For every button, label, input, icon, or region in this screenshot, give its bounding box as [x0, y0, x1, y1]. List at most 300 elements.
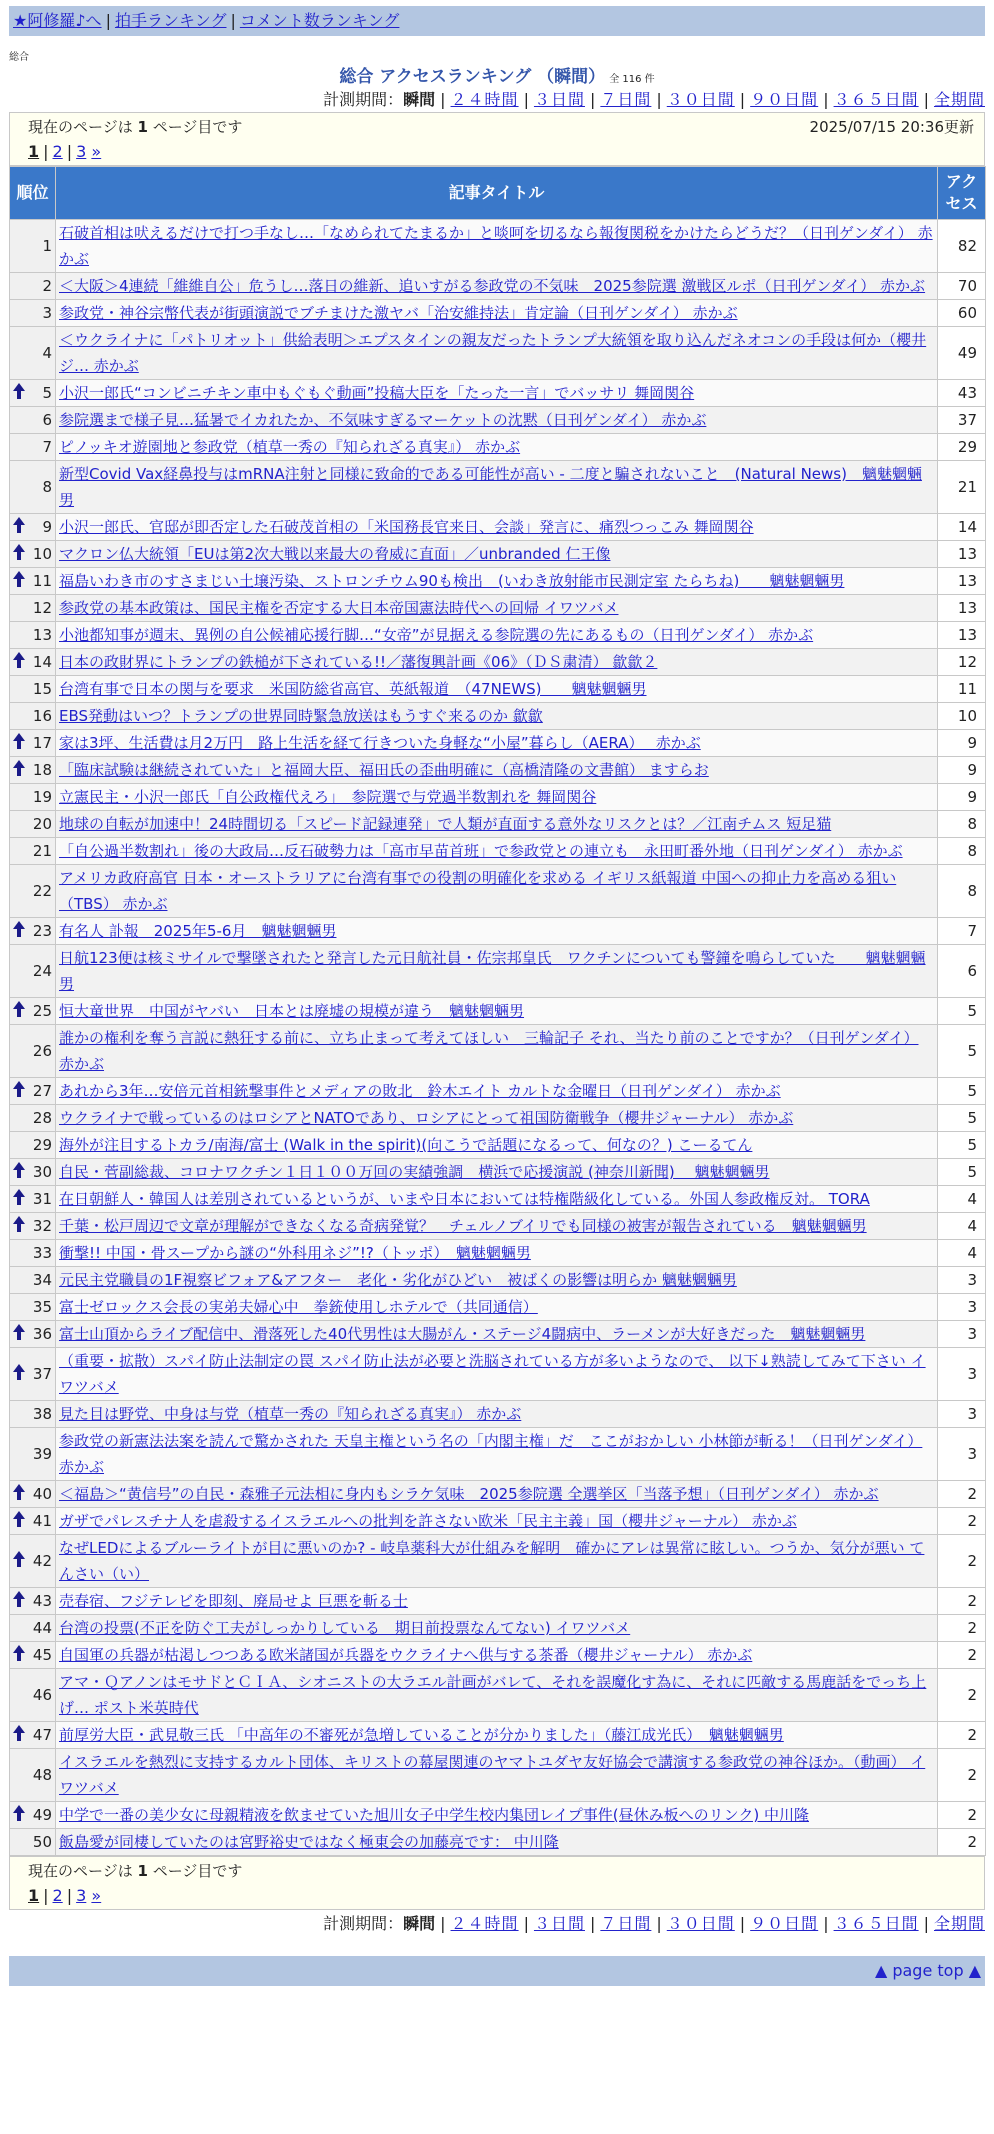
access-count: 2 [938, 1615, 986, 1642]
period-label: 計測期間： [323, 1914, 404, 1933]
rank-cell [10, 1132, 56, 1159]
rank-cell [10, 1401, 56, 1428]
article-link[interactable]: 地球の自転が加速中！24時間切る「スピード記録連発」で人類が直面する意外なリスクとは？／江南チムス 短足猫 [59, 815, 832, 833]
table-row [10, 1105, 986, 1132]
access-count: 8 [938, 811, 986, 838]
next-page-link[interactable]: » [91, 142, 102, 161]
rank-number: 11 [32, 572, 52, 590]
rank-number: 32 [32, 1217, 52, 1235]
period-link[interactable]: ２４時間 [450, 1914, 519, 1933]
table-row [10, 327, 986, 380]
rank-up-arrow-icon [13, 1081, 25, 1102]
rank-number: 45 [32, 1646, 52, 1664]
article-link[interactable]: 家は3坪、生活費は月2万円 路上生活を経て行きついた身軽な“小屋”暮らし（AERA） 赤かぶ [59, 734, 701, 752]
table-row [10, 918, 986, 945]
rank-cell [10, 1481, 56, 1508]
article-link[interactable]: 有名人 訃報 2025年5-6月 魑魅魍魎男 [59, 922, 337, 940]
rank-cell [10, 1588, 56, 1615]
rank-up-arrow-icon [13, 383, 25, 404]
article-link[interactable]: アマ・ＱアノンはモサドとＣＩＡ、シオニストの大ラエル計画がバレて、それを誤魔化す為に、それに匹敵する馬鹿話をでっち上げ… ポスト米英時代 [59, 1673, 927, 1717]
article-link[interactable]: 小沢一郎氏、官邸が即否定した石破茂首相の「米国務長官来日、会談」発言に、痛烈つっこみ 舞岡関谷 [59, 518, 754, 536]
table-row [10, 1132, 986, 1159]
table-row [10, 1508, 986, 1535]
article-link[interactable]: 参政党の新憲法法案を読んで驚かされた 天皇主権という名の「内閣主権」だ ここがおかしい 小林節が斬る！（日刊ゲンダイ） 赤かぶ [59, 1432, 923, 1476]
rank-up-arrow-icon [13, 1189, 25, 1210]
title-cell [56, 1321, 938, 1348]
article-link[interactable]: 富士ゼロックス会長の実弟夫婦心中 拳銃使用しホテルで（共同通信） [59, 1298, 538, 1316]
access-count: 12 [938, 649, 986, 676]
rank-up-arrow-icon [13, 1725, 25, 1746]
article-link[interactable]: 参政党の基本政策は、国民主権を否定する大日本帝国憲法時代への回帰 イワツバメ [59, 599, 619, 617]
title-cell [56, 1428, 938, 1481]
rank-number: 42 [32, 1552, 52, 1570]
article-link[interactable]: 参院選まで様子見…猛暑でイカれたか、不気味すぎるマーケットの沈黙（日刊ゲンダイ） 赤かぶ [59, 411, 707, 429]
rank-up-arrow-icon [13, 1511, 25, 1532]
article-link[interactable]: EBS発動はいつ？トランプの世界同時緊急放送はもうすぐ来るのか 歙歙 [59, 707, 543, 725]
rank-up-arrow-icon [13, 921, 25, 942]
page-separator: | [66, 1886, 73, 1905]
period-link[interactable]: ９０日間 [750, 1914, 819, 1933]
title-cell [56, 407, 938, 434]
rank-cell [10, 1240, 56, 1267]
article-link[interactable]: 見た目は野党、中身は与党（植草一秀の『知られざる真実』） 赤かぶ [59, 1405, 522, 1423]
access-count: 60 [938, 300, 986, 327]
access-count: 7 [938, 918, 986, 945]
title-cell [56, 622, 938, 649]
page-top-link[interactable]: ▲ page top ▲ [874, 1961, 981, 1980]
title-cell [56, 1348, 938, 1401]
table-row [10, 407, 986, 434]
table-row [10, 1829, 986, 1856]
table-row [10, 273, 986, 300]
current-page-text [28, 1859, 242, 1883]
article-link[interactable]: 衝撃!! 中国・骨スープから謎の“外科用ネジ”!?（トッポ） 魑魅魍魎男 [59, 1244, 531, 1262]
title-cell [56, 1267, 938, 1294]
access-count: 2 [938, 1749, 986, 1802]
nav-separator: | [105, 11, 111, 30]
rank-cell [10, 1267, 56, 1294]
access-count: 9 [938, 730, 986, 757]
article-link[interactable]: 日本の政財界にトランプの鉄槌が下されている!!／藩復興計画《06》（ＤＳ粛清） 歙歙２ [59, 653, 658, 671]
rank-number: 39 [32, 1445, 52, 1463]
article-link[interactable]: なぜLEDによるブルーライトが目に悪いのか? - 岐阜薬科大が仕組みを解明 確かにアレは異常に眩しい。つうか、気分が悪い てんさい（い） [59, 1539, 925, 1583]
title-cell [56, 273, 938, 300]
title-cell [56, 1615, 938, 1642]
period-separator: | [523, 90, 529, 109]
title-cell [56, 434, 938, 461]
title-cell [56, 676, 938, 703]
period-separator: | [440, 1914, 446, 1933]
pager-status-line [28, 1859, 974, 1883]
page-separator: | [66, 142, 73, 161]
current-page-text [28, 115, 242, 139]
section-label: 総合 [9, 52, 29, 63]
rank-cell [10, 1669, 56, 1722]
access-count: 9 [938, 784, 986, 811]
period-link[interactable]: ３日間 [533, 1914, 585, 1933]
current-page-prefix: 現在のページは [28, 1862, 138, 1880]
article-link[interactable]: 千葉・松戸周辺で文章が理解ができなくなる奇病発覚？ チェルノブイリでも同様の被害が報告されている 魑魅魍魎男 [59, 1217, 867, 1235]
period-separator: | [823, 90, 829, 109]
ranking-table [9, 166, 986, 1856]
rank-cell [10, 1159, 56, 1186]
rank-cell [10, 1829, 56, 1856]
period-link[interactable]: ３６５日間 [833, 1914, 919, 1933]
pager-top [9, 112, 985, 166]
access-count: 3 [938, 1294, 986, 1321]
table-row [10, 1186, 986, 1213]
table-row [10, 1642, 986, 1669]
title-cell [56, 1669, 938, 1722]
rank-cell [10, 918, 56, 945]
rank-cell [10, 1025, 56, 1078]
period-link[interactable]: ３６５日間 [833, 90, 919, 109]
title-cell [56, 918, 938, 945]
page-separator: | [43, 1886, 49, 1905]
rank-number: 37 [32, 1365, 52, 1383]
access-count: 4 [938, 1240, 986, 1267]
rank-cell [10, 1722, 56, 1749]
period-label: 計測期間： [323, 90, 404, 109]
article-link[interactable]: アメリカ政府高官 日本・オーストラリアに台湾有事での役割の明確化を求める イギリス紙報道 中国への抑止力を高める狙い（TBS） 赤かぶ [59, 869, 897, 913]
page-links [28, 139, 974, 165]
access-count: 11 [938, 676, 986, 703]
nav-separator: | [230, 11, 236, 30]
rank-number: 18 [32, 761, 52, 779]
page-link[interactable]: 2 [52, 142, 63, 161]
title-cell [56, 595, 938, 622]
rank-number: 23 [32, 922, 52, 940]
rank-number: 9 [42, 518, 52, 536]
rank-number: 15 [32, 680, 52, 698]
title-cell [56, 784, 938, 811]
title-cell [56, 1105, 938, 1132]
rank-cell [10, 622, 56, 649]
title-cell [56, 1186, 938, 1213]
access-count: 14 [938, 514, 986, 541]
period-link[interactable]: ９０日間 [750, 90, 819, 109]
access-count: 13 [938, 541, 986, 568]
title-cell [56, 300, 938, 327]
rank-cell [10, 434, 56, 461]
access-count: 2 [938, 1829, 986, 1856]
access-count: 8 [938, 838, 986, 865]
rank-number: 7 [42, 438, 52, 456]
page-link[interactable]: 3 [76, 1886, 87, 1905]
page-separator: | [43, 142, 49, 161]
table-row [10, 838, 986, 865]
article-link[interactable]: ウクライナで戦っているのはロシアとNATOであり、ロシアにとって祖国防衛戦争（櫻井ジャーナル） 赤かぶ [59, 1109, 794, 1127]
rank-number: 2 [42, 277, 52, 295]
rank-number: 29 [32, 1136, 52, 1154]
period-link[interactable]: 全期間 [933, 90, 985, 109]
access-count: 70 [938, 273, 986, 300]
rank-up-arrow-icon [13, 571, 25, 592]
access-count: 3 [938, 1267, 986, 1294]
rank-number: 13 [32, 626, 52, 644]
access-count: 4 [938, 1213, 986, 1240]
table-row [10, 1348, 986, 1401]
period-separator: | [923, 90, 929, 109]
access-count: 2 [938, 1588, 986, 1615]
title-cell [56, 998, 938, 1025]
article-link[interactable]: 台湾の投票(不正を防ぐ工夫がしっかりしている 期日前投票なんてない) イワツバメ [59, 1619, 631, 1637]
rank-cell [10, 757, 56, 784]
page-links [28, 1883, 974, 1909]
article-link[interactable]: 自国軍の兵器が枯渇しつつある欧米諸国が兵器をウクライナへ供与する茶番（櫻井ジャーナル） 赤かぶ [59, 1646, 753, 1664]
access-count: 43 [938, 380, 986, 407]
rank-number: 30 [32, 1163, 52, 1181]
rank-up-arrow-icon [13, 1591, 25, 1612]
table-row [10, 622, 986, 649]
title-cell [56, 380, 938, 407]
rank-cell [10, 1294, 56, 1321]
access-count: 5 [938, 1078, 986, 1105]
article-link[interactable]: イスラエルを熱烈に支持するカルト団体、キリストの幕屋関連のヤマトユダヤ友好協会で講演する参政党の神谷ほか。（動画） イワツバメ [59, 1753, 926, 1797]
period-separator: | [656, 90, 662, 109]
rank-header: 順位 [10, 167, 56, 220]
article-link[interactable]: ＜大阪＞4連続「維維自公」危うし…落日の維新、追いすがる参政党の不気味 2025参院選 激戦区ルポ（日刊ゲンダイ） 赤かぶ [59, 277, 926, 295]
title-cell [56, 1749, 938, 1802]
article-link[interactable]: あれから3年…安倍元首相銃撃事件とメディアの敗北 鈴木エイト カルトな金曜日（日刊ゲンダイ） 赤かぶ [59, 1082, 781, 1100]
article-link[interactable]: 元民主党職員の1F視察ビフォア&アフター 老化・劣化がひどい 被ばくの影響は明らか 魑魅魍魎男 [59, 1271, 737, 1289]
table-row [10, 380, 986, 407]
rank-number: 16 [32, 707, 52, 725]
title-cell [56, 1802, 938, 1829]
table-row [10, 1213, 986, 1240]
article-link[interactable]: 売春宿、フジテレビを即刻、廃局せよ 巨悪を斬る士 [59, 1592, 408, 1610]
table-row [10, 1267, 986, 1294]
period-current: 瞬間 [403, 90, 436, 109]
article-link[interactable]: ピノッキオ遊園地と参政党（植草一秀の『知られざる真実』） 赤かぶ [59, 438, 521, 456]
rank-number: 48 [32, 1766, 52, 1784]
table-row [10, 998, 986, 1025]
table-row [10, 1749, 986, 1802]
rank-number: 40 [32, 1485, 52, 1503]
article-link[interactable]: 日航123便は核ミサイルで撃墜されたと発言した元日航社員・佐宗邦皇氏 ワクチンについても警鐘を鳴らしていた 魑魅魍魎男 [59, 949, 926, 993]
table-row [10, 1802, 986, 1829]
table-row [10, 945, 986, 998]
rank-up-arrow-icon [13, 1162, 25, 1183]
rank-number: 20 [32, 815, 52, 833]
article-link[interactable]: 富士山頂からライブ配信中、滑落死した40代男性は大腸がん・ステージ4闘病中、ラーメンが大好きだった 魑魅魍魎男 [59, 1325, 866, 1343]
access-count: 13 [938, 595, 986, 622]
rank-cell [10, 730, 56, 757]
access-count: 2 [938, 1669, 986, 1722]
comment-ranking-link[interactable]: コメント数ランキング [239, 11, 400, 30]
table-row [10, 1078, 986, 1105]
access-count: 2 [938, 1642, 986, 1669]
title-cell [56, 945, 938, 998]
rank-up-arrow-icon [13, 760, 25, 781]
table-row [10, 1669, 986, 1722]
period-separator: | [440, 90, 446, 109]
rank-cell [10, 407, 56, 434]
article-link[interactable]: 「臨床試験は継続されていた」と福岡大臣、福田氏の歪曲明確に（高橋清隆の文書館） ますらお [59, 761, 709, 779]
access-count: 10 [938, 703, 986, 730]
asyura-home-link[interactable]: ★阿修羅♪へ [13, 11, 102, 30]
table-row [10, 220, 986, 273]
table-row [10, 568, 986, 595]
article-link[interactable]: マクロン仏大統領「EUは第2次大戦以来最大の脅威に直面」／unbranded 仁王像 [59, 545, 611, 563]
table-row [10, 865, 986, 918]
article-link[interactable]: 「自公過半数割れ」後の大政局…反石破勢力は「高市早苗首班」で参政党との連立も 永田町番外地（日刊ゲンダイ） 赤かぶ [59, 842, 903, 860]
table-row [10, 1240, 986, 1267]
rank-number: 4 [42, 344, 52, 362]
rank-cell [10, 676, 56, 703]
title-cell [56, 730, 938, 757]
rank-number: 22 [32, 882, 52, 900]
current-page-suffix: ページ目です [147, 118, 243, 136]
title-cell [56, 1722, 938, 1749]
access-count: 2 [938, 1535, 986, 1588]
access-count: 8 [938, 865, 986, 918]
page-title-row [0, 66, 994, 88]
table-row [10, 1294, 986, 1321]
article-link[interactable]: 台湾有事で日本の関与を要求 米国防総省高官、英紙報道 （47NEWS) 魑魅魍魎男 [59, 680, 647, 698]
rank-number: 43 [32, 1592, 52, 1610]
access-count: 2 [938, 1722, 986, 1749]
rank-cell [10, 1078, 56, 1105]
rank-cell [10, 784, 56, 811]
title-cell [56, 541, 938, 568]
rank-cell [10, 1535, 56, 1588]
page-link[interactable]: 3 [76, 142, 87, 161]
rank-number: 35 [32, 1298, 52, 1316]
period-link[interactable]: ７日間 [600, 1914, 652, 1933]
article-link[interactable]: 立憲民主・小沢一郎氏「自公政権代えろ」 参院選で与党過半数割れを 舞岡関谷 [59, 788, 597, 806]
period-selector-top [9, 88, 985, 112]
rank-cell [10, 1428, 56, 1481]
top-nav [9, 6, 985, 36]
rank-cell [10, 1186, 56, 1213]
access-count: 2 [938, 1508, 986, 1535]
article-link[interactable]: 自民・菅副総裁、コロナワクチン１日１００万回の実績強調 横浜で応援演説 (神奈川新聞) 魑魅魍魎男 [59, 1163, 770, 1181]
table-row [10, 1535, 986, 1588]
table-row [10, 541, 986, 568]
article-link[interactable]: 恒大童世界 中国がヤバい 日本とは廃墟の規模が違う 魑魅魍魎男 [59, 1002, 525, 1020]
title-cell [56, 461, 938, 514]
article-link[interactable]: 参政党・神谷宗幣代表が街頭演説でブチまけた激ヤバ「治安維持法」肯定論（日刊ゲンダイ） 赤かぶ [59, 304, 738, 322]
title-cell [56, 327, 938, 380]
article-link[interactable]: ＜福島＞“黄信号”の自民・森雅子元法相に身内もシラケ気味 2025参院選 全選挙区「当落予想」（日刊ゲンダイ） 赤かぶ [59, 1485, 879, 1503]
access-count: 5 [938, 1025, 986, 1078]
rank-number: 47 [32, 1726, 52, 1744]
rank-cell [10, 514, 56, 541]
rank-cell [10, 300, 56, 327]
rank-cell [10, 811, 56, 838]
rank-cell [10, 1642, 56, 1669]
access-count: 2 [938, 1481, 986, 1508]
period-separator: | [923, 1914, 929, 1933]
table-row [10, 595, 986, 622]
title-cell [56, 1401, 938, 1428]
article-link[interactable]: 誰かの権利を奪う言説に熱狂する前に、立ち止まって考えてほしい 三輪記子 それ、当たり前のことですか？（日刊ゲンダイ） 赤かぶ [59, 1029, 919, 1073]
table-row [10, 730, 986, 757]
rank-number: 27 [32, 1082, 52, 1100]
period-link[interactable]: ７日間 [600, 90, 652, 109]
rank-number: 19 [32, 788, 52, 806]
rank-number: 5 [42, 384, 52, 402]
rank-number: 25 [32, 1002, 52, 1020]
title-cell [56, 865, 938, 918]
access-count: 3 [938, 1321, 986, 1348]
article-link[interactable]: 飯島愛が同棲していたのは宮野裕史ではなく極東会の加藤亮です： 中川隆 [59, 1833, 559, 1851]
title-cell [56, 1132, 938, 1159]
table-row [10, 1722, 986, 1749]
access-count: 21 [938, 461, 986, 514]
period-link[interactable]: ３０日間 [666, 1914, 735, 1933]
period-link[interactable]: 全期間 [933, 1914, 985, 1933]
article-link[interactable]: （重要・拡散）スパイ防止法制定の罠 スパイ防止法が必要と洗脳されている方が多いようなので、 以下↓熟読してみて下さい イワツバメ [59, 1352, 926, 1396]
rank-number: 1 [42, 237, 52, 255]
period-link[interactable]: ２４時間 [450, 90, 519, 109]
rank-cell [10, 568, 56, 595]
period-separator: | [739, 1914, 746, 1933]
table-row [10, 784, 986, 811]
period-separator: | [589, 90, 596, 109]
rank-up-arrow-icon [13, 733, 25, 754]
article-link[interactable]: 石破首相は吠えるだけで打つ手なし…「なめられてたまるか」と啖呵を切るなら報復関税をかけたらどうだ？（日刊ゲンダイ） 赤かぶ [59, 224, 933, 268]
article-link[interactable]: 前厚労大臣・武見敬三氏 「中高年の不審死が急増していることが分かりました」（藤江成光氏） 魑魅魍魎男 [59, 1726, 784, 1744]
table-header-row [10, 167, 986, 220]
rank-cell [10, 1321, 56, 1348]
table-row [10, 1588, 986, 1615]
rank-cell [10, 649, 56, 676]
article-link[interactable]: ガザでパレスチナ人を虐殺するイスラエルへの批判を許さない欧米「民主主義」国（櫻井ジャーナル） 赤かぶ [59, 1512, 797, 1530]
table-row [10, 703, 986, 730]
rank-cell [10, 595, 56, 622]
table-row [10, 461, 986, 514]
title-cell [56, 1078, 938, 1105]
article-link[interactable]: 小池都知事が週末、異例の自公候補応援行脚…“女帝”が見据える参院選の先にあるもの（日刊ゲンダイ） 赤かぶ [59, 626, 814, 644]
page-link[interactable]: 2 [52, 1886, 63, 1905]
rank-number: 24 [32, 962, 52, 980]
article-link[interactable]: 新型Covid Vax経鼻投与はmRNA注射と同様に致命的である可能性が高い - 二度と騙されないこと (Natural News) 魑魅魍魎男 [59, 465, 922, 509]
article-link[interactable]: ＜ウクライナに「パトリオット」供給表明＞エプスタインの親友だったトランプ大統領を取り込んだネオコンの手段は何か（櫻井ジ… 赤かぶ [59, 331, 927, 375]
next-page-link[interactable]: » [91, 1886, 102, 1905]
footer-bar [9, 1956, 985, 1986]
rank-cell [10, 1213, 56, 1240]
access-count: 49 [938, 327, 986, 380]
applause-ranking-link[interactable]: 拍手ランキング [114, 11, 227, 30]
rank-number: 44 [32, 1619, 52, 1637]
article-link[interactable]: 海外が注目するトカラ/南海/富士 (Walk in the spirit)(向こうで話題になるって、何なの？) こーるてん [59, 1136, 753, 1154]
period-separator: | [589, 1914, 596, 1933]
period-selector-bottom [9, 1912, 985, 1936]
article-link[interactable]: 在日朝鮮人・韓国人は差別されているというが、いまや日本においては特権階級化している。外国人参政権反対。 TORA [59, 1190, 870, 1208]
article-link[interactable]: 小沢一郎氏“コンビニチキン車中もぐもぐ動画”投稿大臣を「たった一言」でバッサリ 舞岡関谷 [59, 384, 695, 402]
table-row [10, 434, 986, 461]
article-link[interactable]: 福島いわき市のすさまじい土壌汚染、ストロンチウム90も検出 (いわき放射能市民測定室 たらちね) 魑魅魍魎男 [59, 572, 845, 590]
access-count: 5 [938, 998, 986, 1025]
table-row [10, 1481, 986, 1508]
rank-cell [10, 865, 56, 918]
table-row [10, 676, 986, 703]
title-cell [56, 1588, 938, 1615]
title-cell [56, 838, 938, 865]
title-cell [56, 1481, 938, 1508]
access-count: 3 [938, 1348, 986, 1401]
period-link[interactable]: ３０日間 [666, 90, 735, 109]
rank-number: 41 [32, 1512, 52, 1530]
article-link[interactable]: 中学で一番の美少女に母親精液を飲ませていた旭川女子中学生校内集団レイプ事件(昼休み板へのリンク) 中川隆 [59, 1806, 809, 1824]
rank-cell [10, 380, 56, 407]
title-cell [56, 811, 938, 838]
rank-up-arrow-icon [13, 1645, 25, 1666]
period-link[interactable]: ３日間 [533, 90, 585, 109]
rank-number: 21 [32, 842, 52, 860]
